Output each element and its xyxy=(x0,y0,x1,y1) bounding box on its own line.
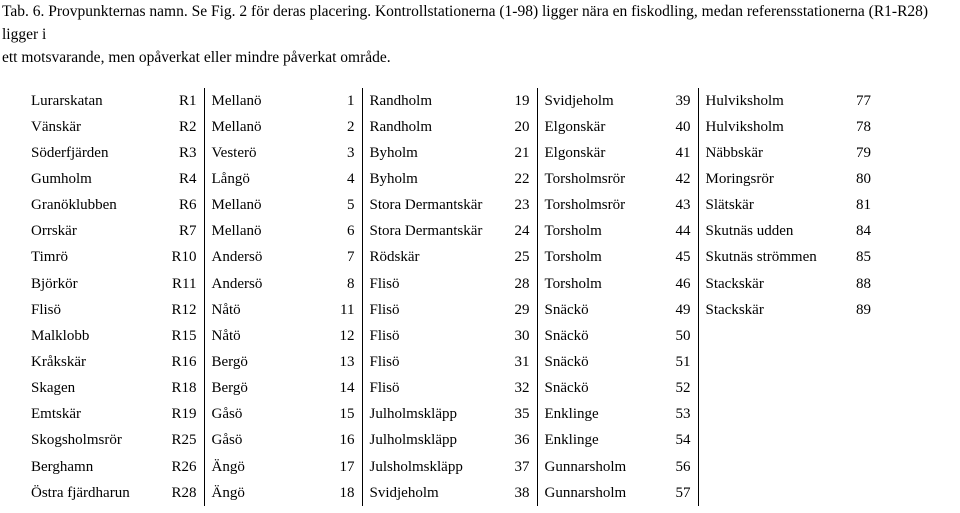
station-number-cell: R15 xyxy=(161,323,204,349)
station-number-cell: R1 xyxy=(161,88,204,114)
station-name-cell: Skagen xyxy=(31,380,76,397)
station-name-cell: Gunnarsholm xyxy=(544,458,627,475)
station-number-cell: 29 xyxy=(510,297,537,323)
station-number-cell: 51 xyxy=(672,349,698,375)
station-name-cell: Flisö xyxy=(31,301,62,318)
station-number-cell: 84 xyxy=(856,223,871,240)
station-name-cell: Orrskär xyxy=(31,223,77,240)
station-number-cell: R26 xyxy=(161,454,204,480)
station-name-cell: Emtskär xyxy=(31,406,81,423)
station-name-cell: Kråkskär xyxy=(31,353,86,370)
empty-cell xyxy=(852,349,878,375)
station-name-cell: Randholm xyxy=(369,92,432,109)
station-name-cell: Svidjeholm xyxy=(369,484,439,501)
station-number-cell: 80 xyxy=(856,170,871,187)
station-name-cell: Söderfjärden xyxy=(31,144,109,161)
station-name-cell: Stackskär xyxy=(705,301,764,318)
station-number-cell: 7 xyxy=(334,245,362,271)
station-number-cell: 44 xyxy=(672,219,698,245)
empty-cell xyxy=(852,480,878,506)
station-number-cell: 17 xyxy=(334,454,362,480)
station-name-cell: Byholm xyxy=(369,144,418,161)
station-number-cell: 39 xyxy=(672,88,698,114)
station-name-cell: Hulviksholm xyxy=(705,92,784,109)
table-row xyxy=(24,140,878,166)
station-number-cell: 25 xyxy=(510,245,537,271)
table-row xyxy=(24,428,878,454)
station-name-cell: Vesterö xyxy=(211,144,257,161)
station-name-cell: Björkör xyxy=(31,275,78,292)
station-number-cell: 36 xyxy=(510,428,537,454)
station-name-cell: Torsholm xyxy=(544,249,602,266)
station-number-cell: R25 xyxy=(161,428,204,454)
station-number-cell: 18 xyxy=(334,480,362,506)
station-name-cell: Torsholm xyxy=(544,275,602,292)
station-name-cell: Moringsrör xyxy=(705,170,774,187)
station-name-cell: Stora Dermantskär xyxy=(369,223,483,240)
station-name-cell: Hulviksholm xyxy=(705,118,784,135)
table-caption xyxy=(2,0,958,69)
station-number-cell: 12 xyxy=(334,323,362,349)
table-row xyxy=(24,166,878,192)
station-number-cell: 38 xyxy=(510,480,537,506)
table-row xyxy=(24,349,878,375)
station-name-cell: Näbbskär xyxy=(705,144,763,161)
station-number-cell: 45 xyxy=(672,245,698,271)
station-name-cell: Gåsö xyxy=(211,432,243,449)
station-number-cell: R16 xyxy=(161,349,204,375)
station-number-cell: 15 xyxy=(334,402,362,428)
station-number-cell: R7 xyxy=(161,219,204,245)
station-name-cell: Gåsö xyxy=(211,406,243,423)
station-number-cell: 88 xyxy=(856,275,871,292)
station-name-cell: Berghamn xyxy=(31,458,94,475)
station-name-cell: Andersö xyxy=(211,249,263,266)
station-number-cell: 22 xyxy=(510,166,537,192)
station-number-cell: R19 xyxy=(161,402,204,428)
station-number-cell: 2 xyxy=(334,114,362,140)
station-name-cell: Skutnäs udden xyxy=(705,223,794,240)
station-name-cell: Flisö xyxy=(369,353,400,370)
station-name-cell: Ängö xyxy=(211,484,245,501)
station-number-cell: 43 xyxy=(672,193,698,219)
station-number-cell: 54 xyxy=(672,428,698,454)
station-number-cell: 35 xyxy=(510,402,537,428)
station-number-cell: 41 xyxy=(672,140,698,166)
station-number-cell: 53 xyxy=(672,402,698,428)
station-name-cell: Flisö xyxy=(369,327,400,344)
station-number-cell: 14 xyxy=(334,376,362,402)
station-name-cell: Bergö xyxy=(211,380,248,397)
empty-cell xyxy=(698,402,852,428)
station-name-cell: Julholmskläpp xyxy=(369,406,458,423)
station-name-cell: Gumholm xyxy=(31,170,92,187)
station-name-cell: Mellanö xyxy=(211,223,262,240)
station-name-cell: Enklinge xyxy=(544,432,599,449)
station-number-cell: 23 xyxy=(510,193,537,219)
station-number-cell: R6 xyxy=(161,193,204,219)
station-number-cell: 85 xyxy=(856,249,871,266)
station-number-cell: 31 xyxy=(510,349,537,375)
table-row xyxy=(24,88,878,114)
station-name-cell: Torsholmsrör xyxy=(544,197,626,214)
station-name-cell: Stora Dermantskär xyxy=(369,197,483,214)
empty-cell xyxy=(698,480,852,506)
station-name-cell: Flisö xyxy=(369,275,400,292)
station-name-cell: Lurarskatan xyxy=(31,92,103,109)
station-number-cell: R28 xyxy=(161,480,204,506)
station-table-body xyxy=(24,88,878,506)
station-name-cell: Elgonskär xyxy=(544,118,606,135)
empty-cell xyxy=(852,376,878,402)
station-name-cell: Snäckö xyxy=(544,353,589,370)
empty-cell xyxy=(852,454,878,480)
station-number-cell: 19 xyxy=(510,88,537,114)
station-name-cell: Ängö xyxy=(211,458,245,475)
station-number-cell: R18 xyxy=(161,376,204,402)
station-name-cell: Snäckö xyxy=(544,380,589,397)
station-number-cell: 57 xyxy=(672,480,698,506)
station-name-cell: Snäckö xyxy=(544,327,589,344)
empty-cell xyxy=(852,323,878,349)
station-number-cell: 4 xyxy=(334,166,362,192)
station-name-cell: Malklobb xyxy=(31,327,90,344)
station-name-cell: Gunnarsholm xyxy=(544,484,627,501)
station-number-cell: 1 xyxy=(334,88,362,114)
station-number-cell: 37 xyxy=(510,454,537,480)
station-name-cell: Flisö xyxy=(369,301,400,318)
station-number-cell: 42 xyxy=(672,166,698,192)
station-name-cell: Torsholm xyxy=(544,223,602,240)
station-name-cell: Timrö xyxy=(31,249,68,266)
station-name-cell: Mellanö xyxy=(211,197,262,214)
empty-cell xyxy=(698,323,852,349)
table-row xyxy=(24,376,878,402)
station-name-cell: Julsholmskläpp xyxy=(369,458,463,475)
station-number-cell: 13 xyxy=(334,349,362,375)
station-name-cell: Elgonskär xyxy=(544,144,606,161)
station-number-cell: 20 xyxy=(510,114,537,140)
station-name-cell: Skutnäs strömmen xyxy=(705,249,817,266)
station-number-cell: R3 xyxy=(161,140,204,166)
station-number-cell: 56 xyxy=(672,454,698,480)
table-row xyxy=(24,219,878,245)
table-row xyxy=(24,480,878,506)
empty-cell xyxy=(852,402,878,428)
station-number-cell: R11 xyxy=(161,271,204,297)
station-number-cell: 8 xyxy=(334,271,362,297)
caption-line-1: Tab. 6. Provpunkternas namn. Se Fig. 2 för deras placering. Kontrollstationerna (1-98) ligger nära en fiskodling, medan referensstationerna (R1-R28) ligger i xyxy=(2,3,929,43)
station-name-cell: Mellanö xyxy=(211,92,262,109)
station-name-cell: Stackskär xyxy=(705,275,764,292)
station-number-cell: R10 xyxy=(161,245,204,271)
station-name-cell: Mellanö xyxy=(211,118,262,135)
table-row xyxy=(24,193,878,219)
caption-line-2: ett motsvarande, men opåverkat eller mindre påverkat område. xyxy=(2,49,391,66)
station-number-cell: 6 xyxy=(334,219,362,245)
station-number-cell: 40 xyxy=(672,114,698,140)
station-number-cell: 79 xyxy=(856,144,871,161)
station-number-cell: 78 xyxy=(856,118,871,135)
station-number-cell: 32 xyxy=(510,376,537,402)
station-name-cell: Långö xyxy=(211,170,250,187)
station-number-cell: 81 xyxy=(856,197,871,214)
station-name-cell: Snäckö xyxy=(544,301,589,318)
station-name-cell: Östra fjärdharun xyxy=(31,484,130,501)
empty-cell xyxy=(698,349,852,375)
station-number-cell: 50 xyxy=(672,323,698,349)
station-number-cell: 46 xyxy=(672,271,698,297)
station-name-cell: Skogsholmsrör xyxy=(31,432,122,449)
station-number-cell: 77 xyxy=(856,92,871,109)
station-name-cell: Julholmskläpp xyxy=(369,432,458,449)
station-name-cell: Enklinge xyxy=(544,406,599,423)
station-name-cell: Bergö xyxy=(211,353,248,370)
station-number-cell: 28 xyxy=(510,271,537,297)
station-number-cell: 30 xyxy=(510,323,537,349)
empty-cell xyxy=(852,428,878,454)
station-name-cell: Andersö xyxy=(211,275,263,292)
table-row xyxy=(24,454,878,480)
station-name-cell: Nåtö xyxy=(211,327,241,344)
station-name-cell: Svidjeholm xyxy=(544,92,614,109)
table-row xyxy=(24,297,878,323)
station-number-cell: 11 xyxy=(334,297,362,323)
station-number-cell: R4 xyxy=(161,166,204,192)
table-row xyxy=(24,402,878,428)
station-name-cell: Granöklubben xyxy=(31,197,117,214)
empty-cell xyxy=(698,428,852,454)
station-number-cell: 3 xyxy=(334,140,362,166)
station-name-cell: Randholm xyxy=(369,118,432,135)
station-name-cell: Torsholmsrör xyxy=(544,170,626,187)
station-number-cell: 52 xyxy=(672,376,698,402)
table-row xyxy=(24,323,878,349)
station-number-cell: R2 xyxy=(161,114,204,140)
empty-cell xyxy=(698,454,852,480)
station-number-cell: 21 xyxy=(510,140,537,166)
table-row xyxy=(24,271,878,297)
station-name-cell: Nåtö xyxy=(211,301,241,318)
table-row xyxy=(24,114,878,140)
station-number-cell: R12 xyxy=(161,297,204,323)
station-number-cell: 16 xyxy=(334,428,362,454)
station-number-cell: 5 xyxy=(334,193,362,219)
station-name-cell: Flisö xyxy=(369,380,400,397)
station-name-cell: Rödskär xyxy=(369,249,420,266)
empty-cell xyxy=(698,376,852,402)
station-name-cell: Slätskär xyxy=(705,197,754,214)
station-table xyxy=(24,88,878,506)
station-number-cell: 24 xyxy=(510,219,537,245)
station-number-cell: 89 xyxy=(856,301,871,318)
table-row xyxy=(24,245,878,271)
station-number-cell: 49 xyxy=(672,297,698,323)
station-name-cell: Byholm xyxy=(369,170,418,187)
station-name-cell: Vänskär xyxy=(31,118,81,135)
